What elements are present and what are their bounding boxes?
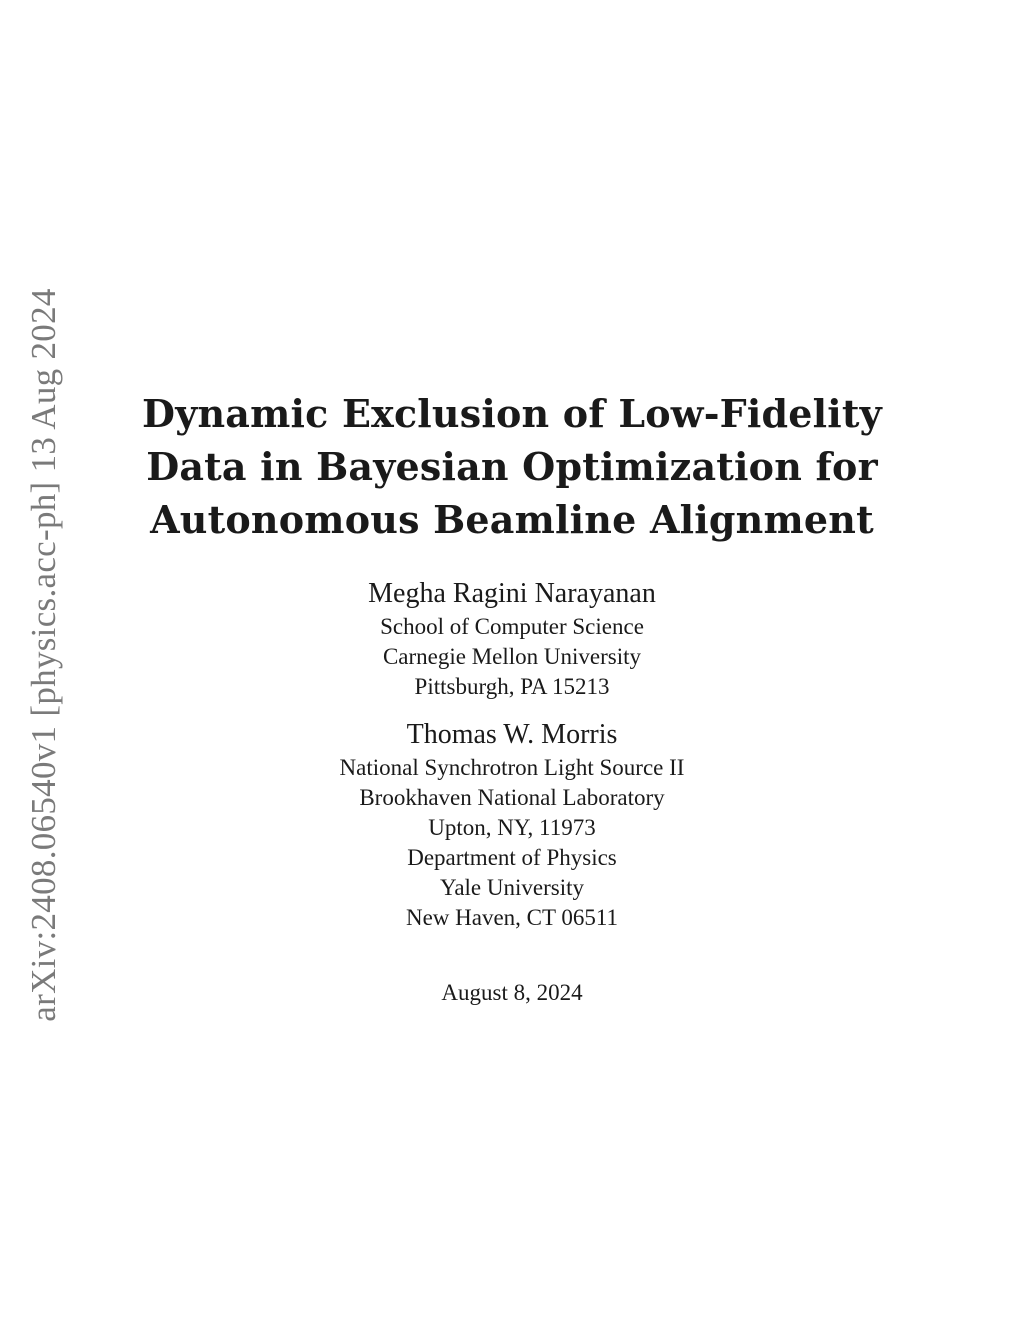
title-line-3: Autonomous Beamline Alignment — [150, 497, 874, 542]
affiliation-line: Department of Physics — [407, 845, 617, 870]
affiliation-line: School of Computer Science — [380, 614, 644, 639]
affiliation-line: Upton, NY, 11973 — [428, 815, 596, 840]
author-block-1 — [200, 576, 824, 702]
affiliation-line: Yale University — [440, 875, 584, 900]
paper-title — [120, 387, 904, 546]
title-line-1: Dynamic Exclusion of Low-Fidelity — [142, 391, 882, 436]
author-name: Thomas W. Morris — [406, 719, 618, 750]
affiliation-line: National Synchrotron Light Source II — [339, 755, 685, 780]
author-name: Megha Ragini Narayanan — [368, 578, 656, 609]
paper-date: August 8, 2024 — [441, 980, 583, 1005]
title-line-2: Data in Bayesian Optimization for — [146, 444, 878, 489]
author-block-2 — [200, 717, 824, 933]
arxiv-identifier: arXiv:2408.06540v1 [physics.acc-ph] 13 Aug 2024 — [24, 288, 63, 1022]
affiliation-line: New Haven, CT 06511 — [405, 905, 619, 930]
affiliation-line: Carnegie Mellon University — [382, 644, 642, 669]
affiliation-line: Pittsburgh, PA 15213 — [414, 674, 610, 699]
affiliation-line: Brookhaven National Laboratory — [359, 785, 665, 810]
